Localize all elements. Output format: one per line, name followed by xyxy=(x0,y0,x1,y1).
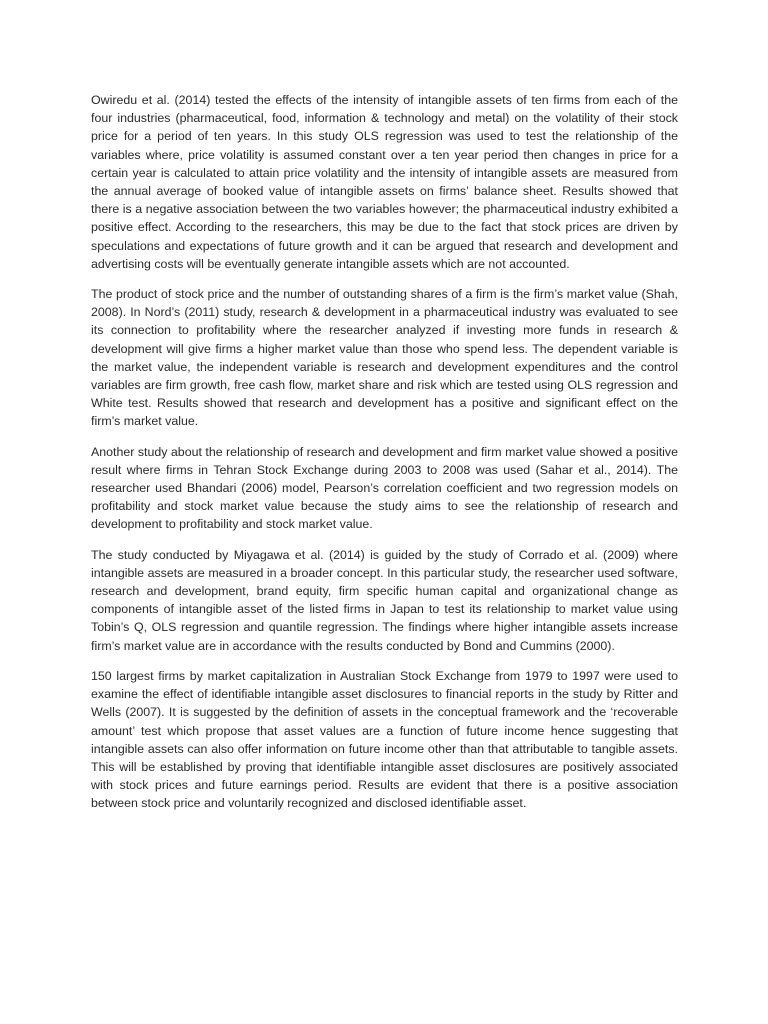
paragraph-market-value-nord-study: The product of stock price and the number of outstanding shares of a firm is the firm’s market value (Shah, 2008). In Nord’s (2011) study, research & development in a pharmaceutical industry was evaluated to see its connection to profitability where the researcher analyzed if investing more funds in research & development will give firms a higher market value than those who spend less. The dependent variable is the market value, the independent variable is research and development expenditures and the control variables are firm growth, free cash flow, market share and risk which are tested using OLS regression and White test. Results showed that research and development has a positive and significant effect on the firm’s market value. xyxy=(91,287,678,429)
paragraph-miyagawa-study: The study conducted by Miyagawa et al. (2014) is guided by the study of Corrado et al. (2009) where intangible assets are measured in a broader concept. In this particular study, the researcher used software, research and development, brand equity, firm specific human capital and organizational change as components of intangible asset of the listed firms in Japan to test its relationship to market value using Tobin’s Q, OLS regression and quantile regression. The findings where higher intangible assets increase firm’s market value are in accordance with the results conducted by Bond and Cummins (2000). xyxy=(91,547,678,653)
paragraph-tehran-stock-exchange-study: Another study about the relationship of research and development and firm market value showed a positive result where firms in Tehran Stock Exchange during 2003 to 2008 was used (Sahar et al., 2014). The researcher used Bhandari (2006) model, Pearson’s correlation coefficient and two regression models on profitability and stock market value because the study aims to see the relationship of research and development to profitability and stock market value. xyxy=(91,444,678,532)
paragraph-owiredu-study: Owiredu et al. (2014) tested the effects of the intensity of intangible assets of ten firms from each of the four industries (pharmaceutical, food, information & technology and metal) on the volatility of their stock price for a period of ten years. In this study OLS regression was used to test the relationship of the variables where, price volatility is assumed constant over a ten year period then changes in price for a certain year is calculated to attain price volatility and the intensity of intangible assets are measured from the annual average of booked value of intangible assets on firms’ balance sheet. Results showed that there is a negative association between the two variables however; the pharmaceutical industry exhibited a positive effect. According to the researchers, this may be due to the fact that stock prices are driven by speculations and expectations of future growth and it can be argued that research and development and advertising costs will be eventually generate intangible assets which are not accounted. xyxy=(91,93,678,271)
paragraph-ritter-wells-study: 150 largest firms by market capitalization in Australian Stock Exchange from 1979 to 1997 were used to examine the effect of identifiable intangible asset disclosures to financial reports in the study by Ritter and Wells (2007). It is suggested by the definition of assets in the conceptual framework and the ‘recoverable amount’ test which propose that asset values are a function of future income hence suggesting that intangible assets can also offer information on future income other than that attributable to tangible assets. This will be established by proving that identifiable intangible asset disclosures are positively associated with stock prices and future earnings period. Results are evident that there is a positive association between stock price and voluntarily recognized and disclosed identifiable asset. xyxy=(91,668,678,811)
document-body xyxy=(91,91,678,825)
